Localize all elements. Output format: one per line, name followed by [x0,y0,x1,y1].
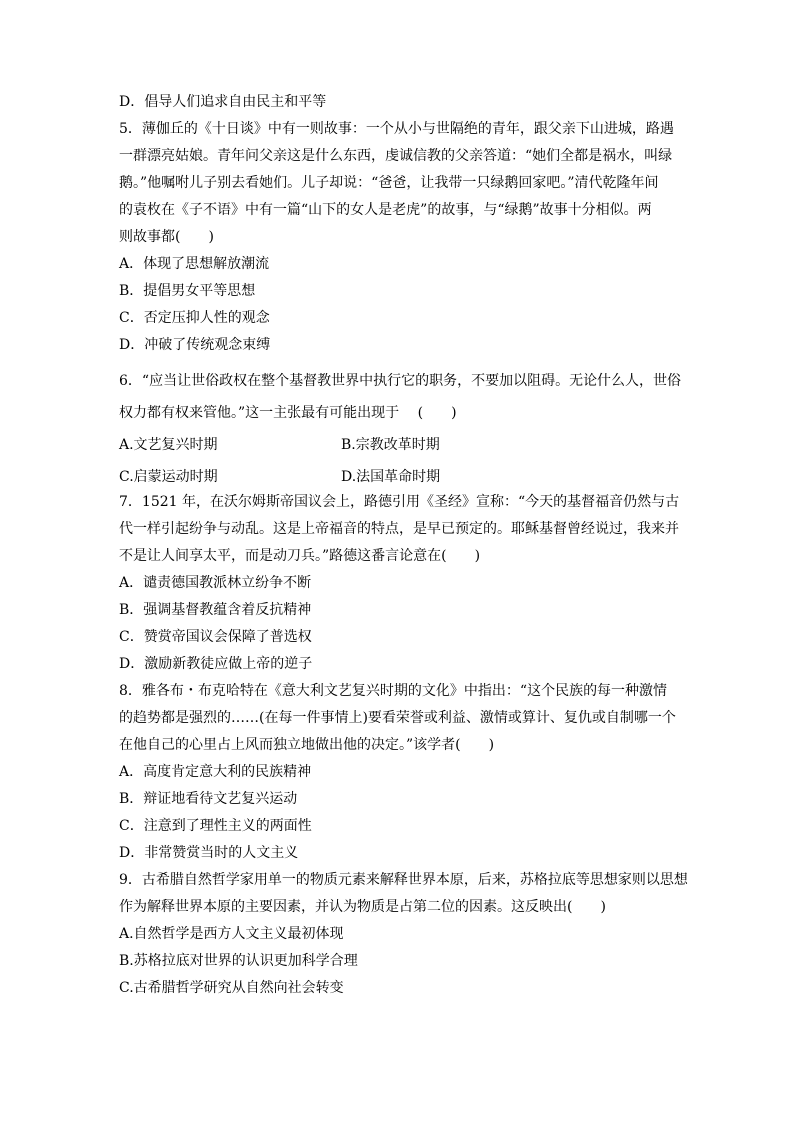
q4-option-d: D．倡导人们追求自由民主和平等 [119,94,327,110]
question-9-option-c: C.古希腊哲学研究从自然向社会转变 [119,980,344,996]
question-6-option-c: C.启蒙运动时期 [119,469,218,485]
question-6-option-d: D.法国革命时期 [341,469,441,485]
question-7-line: 不是让人间享太平，而是动刀兵。”路德这番言论意在( ) [119,548,481,564]
exam-page [119,92,688,998]
question-7-option-c: C．赞赏帝国议会保障了普选权 [119,629,312,645]
question-8-option-d: D．非常赞赏当时的人文主义 [119,845,299,861]
question-5-line: 鹅。”他嘱咐儿子别去看她们。儿子却说：“爸爸，让我带一只绿鹅回家吧。”清代乾隆年间 [119,175,659,191]
question-9-line: 9．古希腊自然哲学家用单一的物质元素来解释世界本原，后来，苏格拉底等思想家则以思想 [119,872,688,888]
question-8-line: 的趋势都是强烈的……(在每一件事情上)要看荣誉或利益、激情或算计、复仇或自制哪一个 [119,710,676,726]
question-8 [119,681,675,863]
question-8-option-b: B．辩证地看待文艺复兴运动 [119,791,298,807]
question-7-line: 7．1521 年，在沃尔姆斯帝国议会上，路德引用《圣经》宣称：“今天的基督福音仍然与古 [119,494,680,510]
question-5-option-c: C．否定压抑人性的观念 [119,310,270,326]
question-5-line: 的袁枚在《子不语》中有一篇“山下的女人是老虎”的故事，与“绿鹅”故事十分相似。两 [119,202,652,218]
question-7-line: 代一样引起纷争与动乱。这是上帝福音的特点，是早已预定的。耶稣基督曾经说过，我来并 [119,521,679,537]
question-8-option-a: A．高度肯定意大利的民族精神 [119,764,312,780]
question-5 [119,119,675,355]
question-5-option-a: A．体现了思想解放潮流 [119,256,270,272]
question-7 [119,492,680,674]
question-9-option-a: A.自然哲学是西方人文主义最初体现 [119,926,344,942]
question-5-line: 一群漂亮姑娘。青年问父亲这是什么东西，虔诚信教的父亲答道：“她们全都是祸水，叫绿 [119,148,673,164]
question-6-option-b: B.宗教改革时期 [341,437,440,453]
question-7-option-b: B．强调基督教蕴含着反抗精神 [119,602,312,618]
question-6-line: 6．“应当让世俗政权在整个基督教世界中执行它的职务，不要加以阻碍。无论什么人，世俗 [119,373,682,389]
question-5-option-b: B．提倡男女平等思想 [119,283,256,299]
question-9 [119,870,688,998]
question-8-line: 在他自己的心里占上风而独立地做出他的决定。”该学者( ) [119,737,495,753]
question-9-line: 作为解释世界本原的主要因素，并认为物质是占第二位的因素。这反映出( ) [119,899,606,915]
question-5-option-d: D．冲破了传统观念束缚 [119,337,271,353]
question-8-option-c: C．注意到了理性主义的两面性 [119,818,312,834]
question-5-line: 5．薄伽丘的《十日谈》中有一则故事：一个从小与世隔绝的青年，跟父亲下山进城，路遇 [119,121,674,137]
question-6-line: 权力都有权来管他。”这一主张最有可能出现于 ( ) [119,405,457,421]
question-8-line: 8．雅各布・布克哈特在《意大利文艺复兴时期的文化》中指出：“这个民族的每一种激情 [119,683,668,699]
question-5-line: 则故事都( ) [119,229,214,245]
question-6 [119,371,682,487]
question-9-option-b: B.苏格拉底对世界的认识更加科学合理 [119,953,358,969]
question-7-option-d: D．激励新教徒应做上帝的逆子 [119,656,313,672]
question-7-option-a: A．谴责德国教派林立纷争不断 [119,575,312,591]
question-6-option-a: A.文艺复兴时期 [119,437,218,453]
